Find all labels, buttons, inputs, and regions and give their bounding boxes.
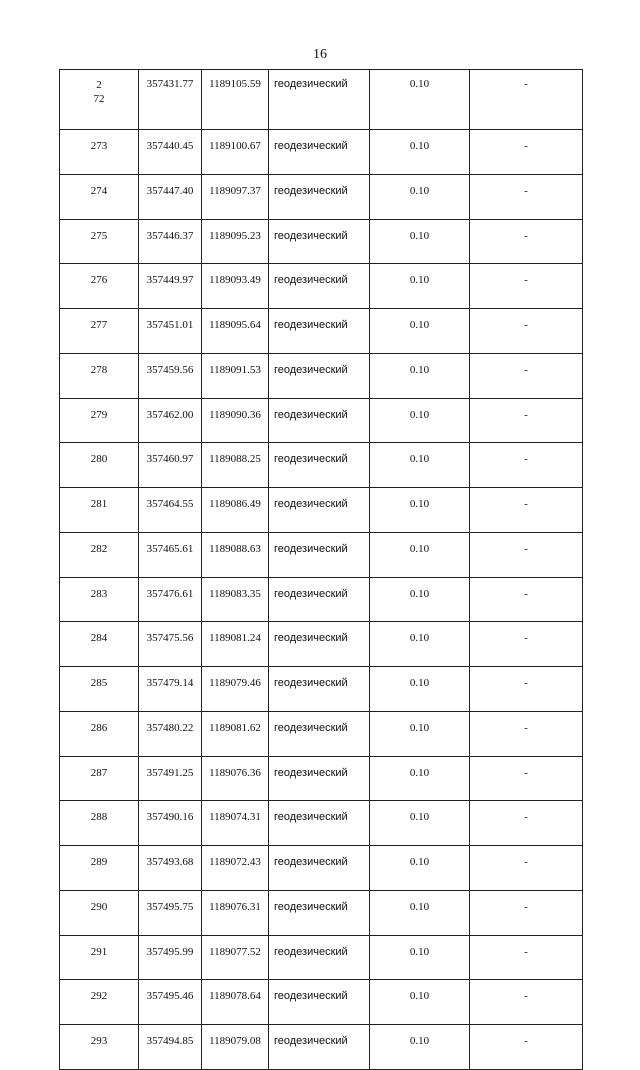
x-coordinate-cell: 357476.61 xyxy=(139,577,202,622)
table-row xyxy=(60,577,583,622)
y-coordinate-cell: 1189090.36 xyxy=(202,398,269,443)
table-row xyxy=(60,264,583,309)
x-coordinate-cell: 357493.68 xyxy=(139,846,202,891)
y-coordinate-cell: 1189081.62 xyxy=(202,711,269,756)
x-coordinate-cell: 357491.25 xyxy=(139,756,202,801)
point-number-cell: 288 xyxy=(60,801,139,846)
y-coordinate-cell: 1189079.08 xyxy=(202,1025,269,1070)
method-cell: геодезический xyxy=(269,711,370,756)
method-cell: геодезический xyxy=(269,846,370,891)
accuracy-cell: 0.10 xyxy=(370,264,470,309)
point-number-cell: 281 xyxy=(60,488,139,533)
point-number-cell: 287 xyxy=(60,756,139,801)
accuracy-cell: 0.10 xyxy=(370,309,470,354)
point-number-cell: 280 xyxy=(60,443,139,488)
y-coordinate-cell: 1189100.67 xyxy=(202,130,269,175)
accuracy-cell: 0.10 xyxy=(370,935,470,980)
description-cell: - xyxy=(470,577,583,622)
x-coordinate-cell: 357479.14 xyxy=(139,667,202,712)
x-coordinate-cell: 357451.01 xyxy=(139,309,202,354)
y-coordinate-cell: 1189074.31 xyxy=(202,801,269,846)
description-cell: - xyxy=(470,711,583,756)
description-cell: - xyxy=(470,1025,583,1070)
method-cell: геодезический xyxy=(269,219,370,264)
table-row xyxy=(60,353,583,398)
method-cell: геодезический xyxy=(269,443,370,488)
point-number-cell: 275 xyxy=(60,219,139,264)
accuracy-cell: 0.10 xyxy=(370,980,470,1025)
accuracy-cell: 0.10 xyxy=(370,711,470,756)
accuracy-cell: 0.10 xyxy=(370,219,470,264)
accuracy-cell: 0.10 xyxy=(370,488,470,533)
table-row xyxy=(60,174,583,219)
x-coordinate-cell: 357464.55 xyxy=(139,488,202,533)
x-coordinate-cell: 357490.16 xyxy=(139,801,202,846)
x-coordinate-cell: 357431.77 xyxy=(139,70,202,130)
method-cell: геодезический xyxy=(269,353,370,398)
y-coordinate-cell: 1189105.59 xyxy=(202,70,269,130)
method-cell: геодезический xyxy=(269,130,370,175)
x-coordinate-cell: 357447.40 xyxy=(139,174,202,219)
method-cell: геодезический xyxy=(269,488,370,533)
point-number-cell: 273 xyxy=(60,130,139,175)
x-coordinate-cell: 357475.56 xyxy=(139,622,202,667)
description-cell: - xyxy=(470,174,583,219)
accuracy-cell: 0.10 xyxy=(370,174,470,219)
point-number-cell: 277 xyxy=(60,309,139,354)
description-cell: - xyxy=(470,443,583,488)
table-row xyxy=(60,890,583,935)
description-cell: - xyxy=(470,846,583,891)
point-number-cell: 283 xyxy=(60,577,139,622)
point-number-cell: 286 xyxy=(60,711,139,756)
table-row xyxy=(60,667,583,712)
accuracy-cell: 0.10 xyxy=(370,577,470,622)
x-coordinate-cell: 357480.22 xyxy=(139,711,202,756)
point-number-line-2: 72 xyxy=(93,93,105,105)
y-coordinate-cell: 1189091.53 xyxy=(202,353,269,398)
table-row xyxy=(60,711,583,756)
table-row xyxy=(60,622,583,667)
x-coordinate-cell: 357462.00 xyxy=(139,398,202,443)
x-coordinate-cell: 357459.56 xyxy=(139,353,202,398)
table-row xyxy=(60,756,583,801)
method-cell: геодезический xyxy=(269,309,370,354)
description-cell: - xyxy=(470,756,583,801)
y-coordinate-cell: 1189081.24 xyxy=(202,622,269,667)
description-cell: - xyxy=(470,890,583,935)
accuracy-cell: 0.10 xyxy=(370,443,470,488)
accuracy-cell: 0.10 xyxy=(370,1025,470,1070)
y-coordinate-cell: 1189079.46 xyxy=(202,667,269,712)
point-number-cell: 274 xyxy=(60,174,139,219)
x-coordinate-cell: 357446.37 xyxy=(139,219,202,264)
method-cell: геодезический xyxy=(269,264,370,309)
description-cell: - xyxy=(470,70,583,130)
accuracy-cell: 0.10 xyxy=(370,532,470,577)
y-coordinate-cell: 1189076.31 xyxy=(202,890,269,935)
table-row xyxy=(60,70,583,130)
table-row xyxy=(60,980,583,1025)
y-coordinate-cell: 1189093.49 xyxy=(202,264,269,309)
description-cell: - xyxy=(470,398,583,443)
table-row xyxy=(60,488,583,533)
y-coordinate-cell: 1189076.36 xyxy=(202,756,269,801)
point-number-cell: 293 xyxy=(60,1025,139,1070)
table-row xyxy=(60,443,583,488)
method-cell: геодезический xyxy=(269,890,370,935)
x-coordinate-cell: 357495.75 xyxy=(139,890,202,935)
description-cell: - xyxy=(470,801,583,846)
x-coordinate-cell: 357495.99 xyxy=(139,935,202,980)
x-coordinate-cell: 357494.85 xyxy=(139,1025,202,1070)
x-coordinate-cell: 357460.97 xyxy=(139,443,202,488)
method-cell: геодезический xyxy=(269,577,370,622)
table-row xyxy=(60,935,583,980)
description-cell: - xyxy=(470,130,583,175)
method-cell: геодезический xyxy=(269,801,370,846)
method-cell: геодезический xyxy=(269,667,370,712)
coordinates-table-body xyxy=(60,70,583,1070)
description-cell: - xyxy=(470,219,583,264)
point-number-cell: 291 xyxy=(60,935,139,980)
table-row xyxy=(60,130,583,175)
point-number-cell: 276 xyxy=(60,264,139,309)
method-cell: геодезический xyxy=(269,532,370,577)
table-row xyxy=(60,801,583,846)
description-cell: - xyxy=(470,667,583,712)
x-coordinate-cell: 357440.45 xyxy=(139,130,202,175)
method-cell: геодезический xyxy=(269,398,370,443)
accuracy-cell: 0.10 xyxy=(370,756,470,801)
y-coordinate-cell: 1189095.23 xyxy=(202,219,269,264)
description-cell: - xyxy=(470,353,583,398)
y-coordinate-cell: 1189086.49 xyxy=(202,488,269,533)
point-number-cell: 284 xyxy=(60,622,139,667)
description-cell: - xyxy=(470,622,583,667)
table-row xyxy=(60,398,583,443)
page-number: 16 xyxy=(313,47,327,62)
accuracy-cell: 0.10 xyxy=(370,801,470,846)
accuracy-cell: 0.10 xyxy=(370,622,470,667)
method-cell: геодезический xyxy=(269,174,370,219)
coordinates-table xyxy=(59,69,583,1070)
accuracy-cell: 0.10 xyxy=(370,846,470,891)
table-row xyxy=(60,309,583,354)
point-number-cell: 282 xyxy=(60,532,139,577)
y-coordinate-cell: 1189072.43 xyxy=(202,846,269,891)
description-cell: - xyxy=(470,935,583,980)
x-coordinate-cell: 357465.61 xyxy=(139,532,202,577)
accuracy-cell: 0.10 xyxy=(370,70,470,130)
accuracy-cell: 0.10 xyxy=(370,353,470,398)
y-coordinate-cell: 1189077.52 xyxy=(202,935,269,980)
table-row xyxy=(60,846,583,891)
table-row xyxy=(60,532,583,577)
y-coordinate-cell: 1189078.64 xyxy=(202,980,269,1025)
point-number-cell: 279 xyxy=(60,398,139,443)
point-number-line-1: 2 xyxy=(96,79,102,91)
method-cell: геодезический xyxy=(269,756,370,801)
point-number-cell: 292 xyxy=(60,980,139,1025)
accuracy-cell: 0.10 xyxy=(370,130,470,175)
y-coordinate-cell: 1189097.37 xyxy=(202,174,269,219)
point-number-cell: 289 xyxy=(60,846,139,891)
point-number-cell xyxy=(60,70,139,130)
description-cell: - xyxy=(470,264,583,309)
description-cell: - xyxy=(470,532,583,577)
accuracy-cell: 0.10 xyxy=(370,667,470,712)
method-cell: геодезический xyxy=(269,622,370,667)
y-coordinate-cell: 1189088.63 xyxy=(202,532,269,577)
point-number-cell: 290 xyxy=(60,890,139,935)
method-cell: геодезический xyxy=(269,935,370,980)
method-cell: геодезический xyxy=(269,1025,370,1070)
description-cell: - xyxy=(470,488,583,533)
description-cell: - xyxy=(470,309,583,354)
accuracy-cell: 0.10 xyxy=(370,890,470,935)
method-cell: геодезический xyxy=(269,980,370,1025)
x-coordinate-cell: 357449.97 xyxy=(139,264,202,309)
table-row xyxy=(60,219,583,264)
y-coordinate-cell: 1189088.25 xyxy=(202,443,269,488)
point-number-cell: 285 xyxy=(60,667,139,712)
point-number-cell: 278 xyxy=(60,353,139,398)
table-row xyxy=(60,1025,583,1070)
method-cell: геодезический xyxy=(269,70,370,130)
accuracy-cell: 0.10 xyxy=(370,398,470,443)
y-coordinate-cell: 1189095.64 xyxy=(202,309,269,354)
description-cell: - xyxy=(470,980,583,1025)
x-coordinate-cell: 357495.46 xyxy=(139,980,202,1025)
y-coordinate-cell: 1189083.35 xyxy=(202,577,269,622)
